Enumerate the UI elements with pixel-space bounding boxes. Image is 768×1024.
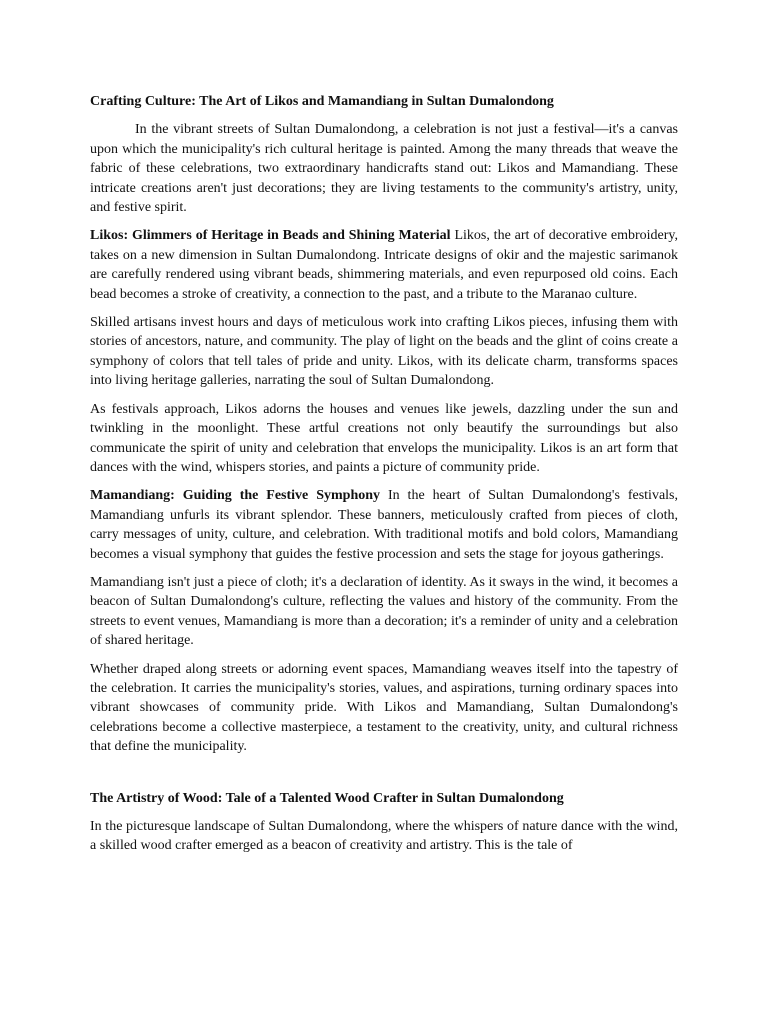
mamandiang-heading: Mamandiang: Guiding the Festive Symphony xyxy=(90,488,381,504)
article-2-intro-paragraph: In the picturesque landscape of Sultan Dumalondong, where the whispers of nature dance with the wind, a skilled wood crafter emerged as a beacon of creativity and artistry. This is the tale of xyxy=(90,819,678,854)
likos-heading: Likos: Glimmers of Heritage in Beads and Shining Material xyxy=(90,228,451,244)
likos-paragraph-1 xyxy=(90,226,678,304)
mamandiang-paragraph-1-text: In the heart of Sultan Dumalondong's festivals, Mamandiang unfurls its vibrant splendor. These banners, meticulously crafted from pieces of cloth, carry messages of unity, culture, and celebration. With traditional motifs and bold colors, Mamandiang becomes a visual symphony that guides the festive procession and sets the stage for joyous gatherings. xyxy=(90,488,678,562)
article-title: Crafting Culture: The Art of Likos and Mamandiang in Sultan Dumalondong xyxy=(90,94,554,109)
mamandiang-paragraph-2: Mamandiang isn't just a piece of cloth; it's a declaration of identity. As it sways in the wind, it becomes a beacon of Sultan Dumalondong's culture, reflecting the values and history of the community. From the streets to event venues, Mamandiang is more than a decoration; it's a reminder of unity and a celebration of shared heritage. xyxy=(90,574,678,649)
mamandiang-paragraph-3: Whether draped along streets or adorning event spaces, Mamandiang weaves itself into the tapestry of the celebration. It carries the municipality's stories, values, and aspirations, turning ordinary spaces into vibrant showcases of community pride. With Likos and Mamandiang, Sultan Dumalondong's celebrations become a collective masterpiece, a testament to the creativity, unity, and cultural richness that define the municipality. xyxy=(90,661,678,755)
mamandiang-paragraph-1 xyxy=(90,486,678,564)
article-2-title: The Artistry of Wood: Tale of a Talented Wood Crafter in Sultan Dumalondong xyxy=(90,790,564,806)
document-page xyxy=(90,92,678,856)
intro-paragraph: In the vibrant streets of Sultan Dumalondong, a celebration is not just a festival—it's a canvas upon which the municipality's rich cultural heritage is painted. Among the many threads that weave the fabric of these celebrations, two extraordinary handicrafts stand out: Likos and Mamandiang. These intricate creations aren't just decorations; they are living testaments to the community's artistry, unity, and festive spirit. xyxy=(90,122,678,216)
likos-paragraph-3: As festivals approach, Likos adorns the houses and venues like jewels, dazzling under the sun and twinkling in the moonlight. These artful creations not only beautify the surroundings but also communicate the spirit of unity and celebration that envelops the municipality. Likos is an art form that dances with the wind, whispers stories, and paints a picture of community pride. xyxy=(90,401,678,475)
likos-paragraph-2: Skilled artisans invest hours and days of meticulous work into crafting Likos pieces, infusing them with stories of ancestors, nature, and community. The play of light on the beads and the glint of coins create a symphony of colors that tell tales of pride and unity. Likos, with its delicate charm, transforms spaces into living heritage galleries, narrating the soul of Sultan Dumalondong. xyxy=(90,315,678,389)
likos-paragraph-1-text: Likos, the art of decorative embroidery, takes on a new dimension in Sultan Dumalondong. Intricate designs of okir and the majestic sarimanok are carefully rendered using vibrant beads, shimmering materials, and even repurposed old coins. Each bead becomes a stroke of creativity, a connection to the past, and a tribute to the Maranao culture. xyxy=(90,228,679,302)
